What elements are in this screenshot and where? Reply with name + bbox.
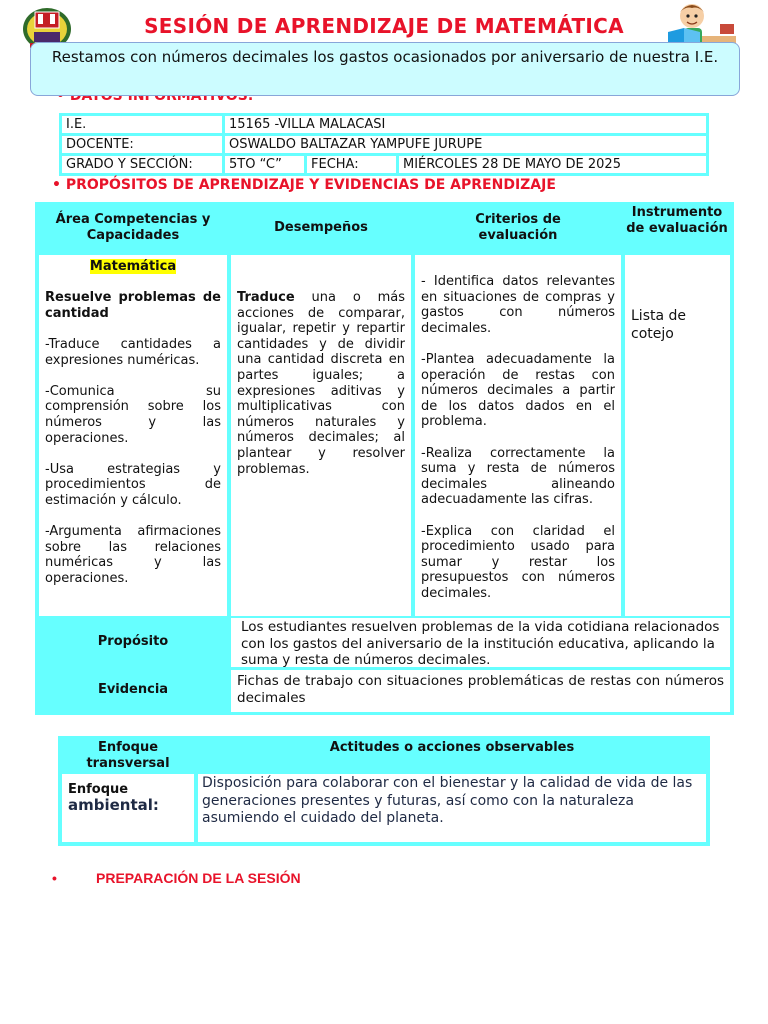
- desempeno-verb: Traduce: [237, 290, 295, 305]
- table-row: [61, 135, 708, 155]
- capacidad-4: -Argumenta afirmaciones sobre las relaciones numéricas y las operaciones.: [45, 524, 221, 586]
- desempeno-text: una o más acciones de comparar, igualar, repetir y repartir cantidades y de dividir una cantidad discreta en partes iguales; a expresiones aditivas y multiplicativas con números naturales y números decimales; al plantear y resolver problemas.: [237, 290, 405, 477]
- instrumento-cell: Lista de cotejo: [625, 255, 730, 616]
- docente-label: DOCENTE:: [61, 135, 224, 155]
- capacidad-1: -Traduce cantidades a expresiones numéricas.: [45, 336, 221, 368]
- preparacion-heading: • PREPARACIÓN DE LA SESIÓN: [52, 870, 301, 886]
- enfoque-word: Enfoque: [68, 782, 129, 797]
- enfoque-type: ambiental:: [68, 795, 159, 814]
- enfoque-table: [58, 736, 710, 846]
- header-area: Área Competencias y Capacidades: [55, 212, 211, 243]
- criterio-4: -Explica con claridad el procedimiento usado para sumar y restar los presupuestos con números decimales.: [421, 523, 615, 601]
- capacidad-2: -Comunica su comprensión sobre los números y las operaciones.: [45, 383, 221, 446]
- header-enfoque: Enfoque transversal: [86, 740, 170, 771]
- competencias-table: [35, 202, 734, 715]
- competencia: Resuelve problemas de cantidad: [45, 290, 221, 321]
- docente-value: OSWALDO BALTAZAR YAMPUFE JURUPE: [224, 135, 708, 155]
- criterios-cell: [415, 255, 621, 616]
- table-row: [61, 155, 708, 175]
- area-title: Matemática: [89, 259, 177, 274]
- actitud-text: Disposición para colaborar con el bienestar y la calidad de vida de las generaciones presentes y futuras, así como con la naturaleza asumiendo el cuidado del planeta.: [198, 774, 706, 842]
- proposito-label: Propósito: [97, 634, 169, 649]
- fecha-value: MIÉRCOLES 28 DE MAYO DE 2025: [398, 155, 708, 175]
- criterio-3: -Realiza correctamente la suma y resta de números decimales alineando adecuadamente las cifras.: [421, 445, 615, 508]
- page-title: SESIÓN DE APRENDIZAJE DE MATEMÁTICA: [144, 14, 624, 38]
- grado-value: 5TO “C”: [224, 155, 306, 175]
- capacidad-3: -Usa estrategias y procedimientos de estimación y cálculo.: [45, 461, 221, 508]
- proposito-text: Los estudiantes resuelven problemas de la vida cotidiana relacionados con los gastos del aniversario de la institución educativa, aplicando la suma y resta de números decimales.: [231, 618, 730, 667]
- header-actitudes: Actitudes o acciones observables: [329, 740, 575, 755]
- propositos-heading: • PROPÓSITOS DE APRENDIZAJE Y EVIDENCIAS DE APRENDIZAJE: [52, 177, 556, 193]
- grado-label: GRADO Y SECCIÓN:: [61, 155, 224, 175]
- fecha-label: FECHA:: [306, 155, 398, 175]
- ie-value: 15165 -VILLA MALACASI: [224, 115, 708, 135]
- area-cell: [39, 255, 227, 616]
- header-instrumento: Instrumento de evaluación: [626, 205, 728, 236]
- session-subtitle: Restamos con números decimales los gastos ocasionados por aniversario de nuestra I.E.: [30, 42, 740, 96]
- table-row: [61, 115, 708, 135]
- evidencia-label: Evidencia: [97, 682, 169, 697]
- criterio-1: - Identifica datos relevantes en situaciones de compras y gastos con números decimales.: [421, 274, 615, 336]
- evidencia-text: Fichas de trabajo con situaciones problemáticas de restas con números decimales: [231, 670, 730, 712]
- header-criterios: Criterios de evaluación: [475, 212, 561, 243]
- enfoque-cell: [62, 774, 194, 842]
- ie-label: I.E.: [61, 115, 224, 135]
- criterio-2: -Plantea adecuadamente la operación de restas con números decimales a partir de los datos dados en el problema.: [421, 351, 615, 430]
- header-desempenos: Desempeños: [274, 220, 368, 235]
- desempeno-cell: [231, 255, 411, 616]
- info-table: [59, 113, 709, 176]
